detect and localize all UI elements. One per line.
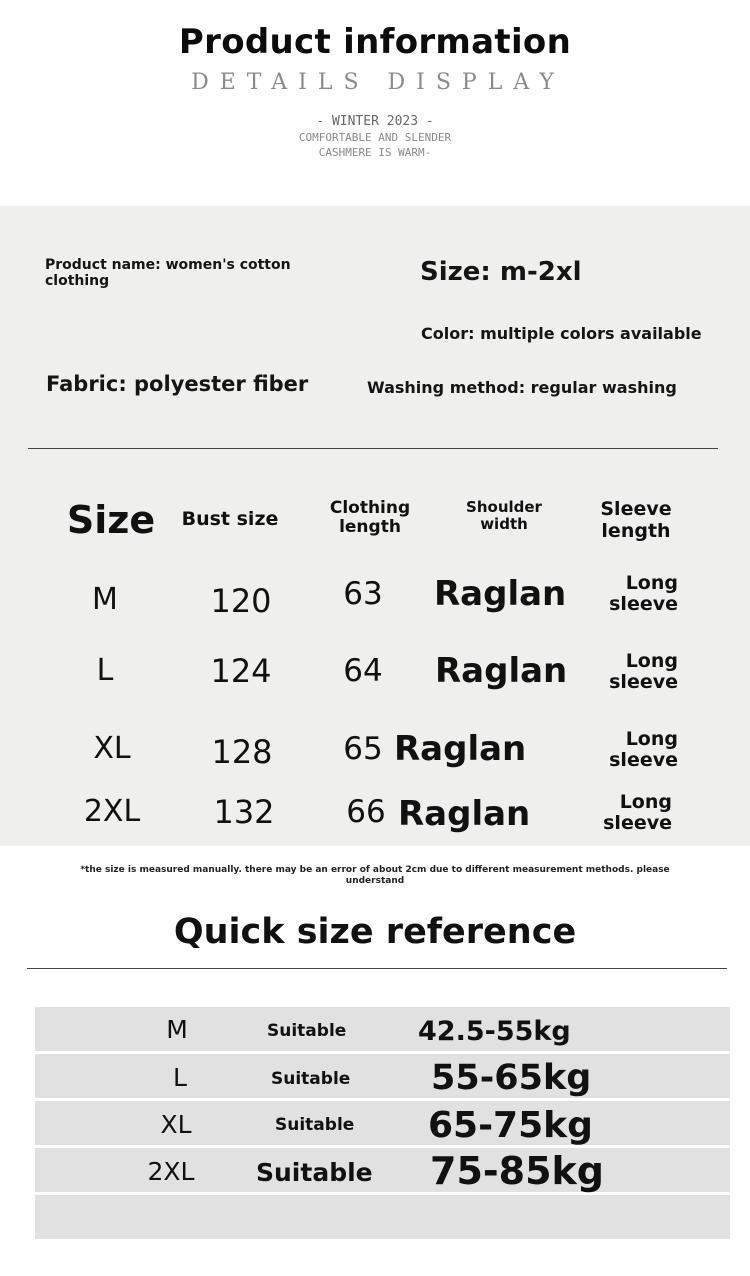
- quick-size: M: [166, 1015, 188, 1044]
- quick-weight: 55-65kg: [431, 1058, 592, 1098]
- quick-size: 2XL: [147, 1157, 195, 1186]
- page-subtitle: DETAILS DISPLAY: [191, 70, 565, 95]
- length-cell: 64: [343, 653, 383, 689]
- header-size: Size: [66, 498, 156, 542]
- quick-weight: 42.5-55kg: [418, 1016, 571, 1047]
- shoulder-cell: Raglan: [435, 651, 568, 691]
- length-cell: 63: [343, 576, 383, 612]
- size-cell: M: [92, 582, 118, 617]
- quick-label: Suitable: [271, 1069, 351, 1089]
- tagline-line-2: CASHMERE IS WARM-: [318, 146, 432, 159]
- quick-reference-title: Quick size reference: [173, 912, 577, 952]
- quick-label: Suitable: [256, 1158, 373, 1187]
- sleeve-cell: Long sleeve: [609, 572, 678, 615]
- page-title: Product information: [178, 22, 572, 62]
- size-cell: L: [96, 653, 114, 688]
- quick-weight: 65-75kg: [428, 1105, 593, 1146]
- shoulder-cell: Raglan: [398, 794, 531, 834]
- size-range: Size: m-2xl: [420, 257, 582, 287]
- fabric-info: Fabric: polyester fiber: [46, 372, 309, 396]
- quick-size: L: [173, 1063, 187, 1092]
- size-cell: 2XL: [83, 794, 141, 829]
- quick-label: Suitable: [267, 1021, 347, 1041]
- divider: [28, 448, 718, 449]
- sleeve-cell: Long sleeve: [609, 650, 678, 693]
- size-cell: XL: [93, 731, 131, 766]
- quick-label: Suitable: [275, 1115, 355, 1135]
- header-sleeve-length: Sleeve length: [600, 498, 672, 542]
- measurement-note: *the size is measured manually. there may be an error of about 2cm due to different measurement methods. please understand: [80, 865, 670, 886]
- quick-reference-row: [35, 1195, 730, 1239]
- washing-info: Washing method: regular washing: [367, 378, 677, 397]
- bust-cell: 120: [210, 582, 272, 620]
- divider: [27, 968, 727, 969]
- bust-cell: 128: [211, 733, 273, 771]
- sleeve-cell: Long sleeve: [609, 728, 678, 771]
- tagline-line-1: COMFORTABLE AND SLENDER: [298, 131, 452, 144]
- header-shoulder-width: Shoulder width: [466, 498, 542, 533]
- length-cell: 66: [346, 794, 386, 830]
- length-cell: 65: [343, 731, 383, 767]
- sleeve-cell: Long sleeve: [603, 791, 672, 834]
- header-clothing-length: Clothing length: [329, 498, 411, 537]
- header-bust: Bust size: [181, 508, 279, 530]
- shoulder-cell: Raglan: [434, 574, 567, 614]
- shoulder-cell: Raglan: [394, 729, 527, 769]
- season-label: - WINTER 2023 -: [316, 114, 434, 129]
- bust-cell: 124: [210, 652, 272, 690]
- bust-cell: 132: [213, 793, 275, 831]
- color-info: Color: multiple colors available: [421, 324, 702, 343]
- quick-weight: 75-85kg: [430, 1149, 605, 1193]
- quick-size: XL: [160, 1110, 192, 1139]
- product-name: Product name: women's cotton clothing: [45, 257, 291, 289]
